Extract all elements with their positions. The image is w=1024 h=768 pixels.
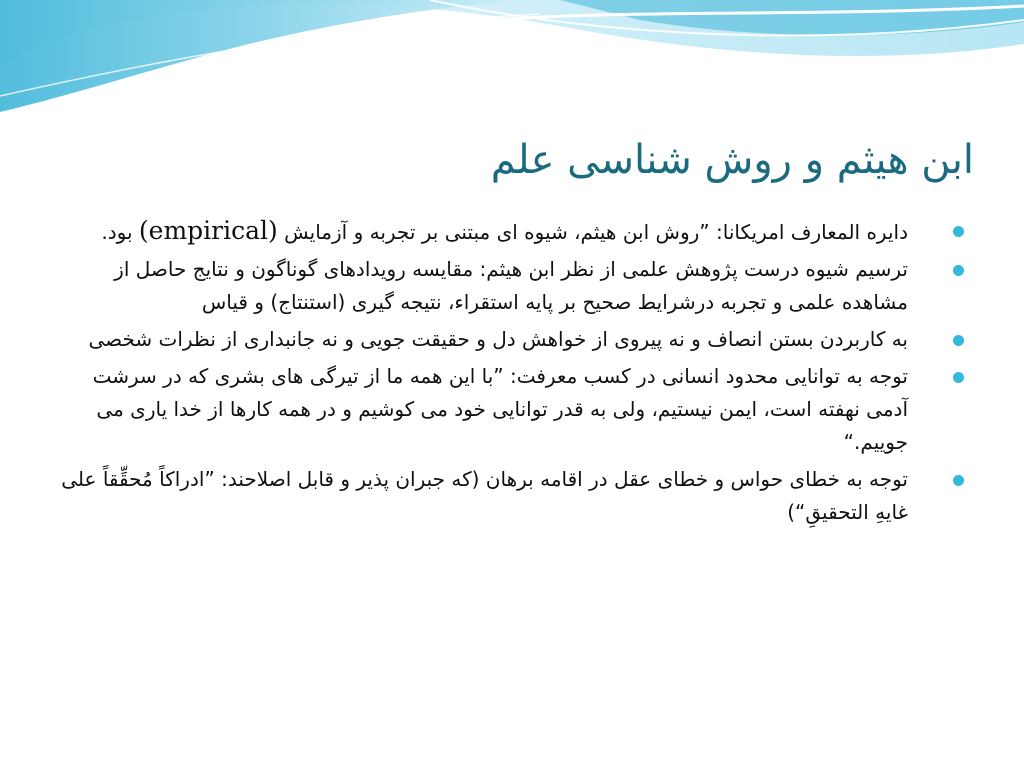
bullet-item (60, 360, 968, 459)
bullet-dot-icon (953, 335, 964, 346)
bullet-text-tail: بود. (101, 220, 133, 244)
bullet-dot-icon (953, 265, 964, 276)
bullet-text: توجه به توانایی محدود انسانی در کسب معرفت: ”با این همه ما از تیرگی های بشری که در سرشت آدمی نهفته است، ایمن نیستیم، ولی به قدر توانایی خود می کوشیم و در همه کارها از خدا یاری می جوییم.“ (92, 364, 908, 454)
bullet-list (60, 214, 968, 533)
bullet-text: توجه به خطای حواس و خطای عقل در اقامه برهان (که جبران پذیر و قابل اصلاحند: ”ادراکاً مُحقِّقاً علی غایهِ التحقیقِ“) (61, 467, 908, 524)
bullet-text: دایره المعارف امریکانا: ”روش ابن هیثم، شیوه ای مبتنی بر تجربه و آزمایش (284, 220, 908, 244)
bullet-item (60, 463, 968, 529)
bullet-latin-term: (empirical) (138, 216, 278, 245)
bullet-text: به کاربردن بستن انصاف و نه پیروی از خواهش دل و حقیقت جویی و نه جانبداری از نظرات شخصی (88, 327, 908, 351)
bullet-dot-icon (953, 226, 964, 237)
bullet-item (60, 323, 968, 356)
bullet-dot-icon (953, 475, 964, 486)
slide-title: ابن هیثم و روش شناسی علم (490, 137, 974, 183)
bullet-dot-icon (953, 372, 964, 383)
bullet-text: ترسیم شیوه درست پژوهش علمی از نظر ابن هیثم: مقایسه رویدادهای گوناگون و نتایج حاصل از مشاهده علمی و تجربه درشرایط صحیح بر پایه استقراء، نتیجه گیری (استنتاج) و قیاس (114, 257, 908, 314)
bullet-item (60, 214, 968, 249)
bullet-item (60, 253, 968, 319)
header-wave-decoration (0, 0, 1024, 130)
